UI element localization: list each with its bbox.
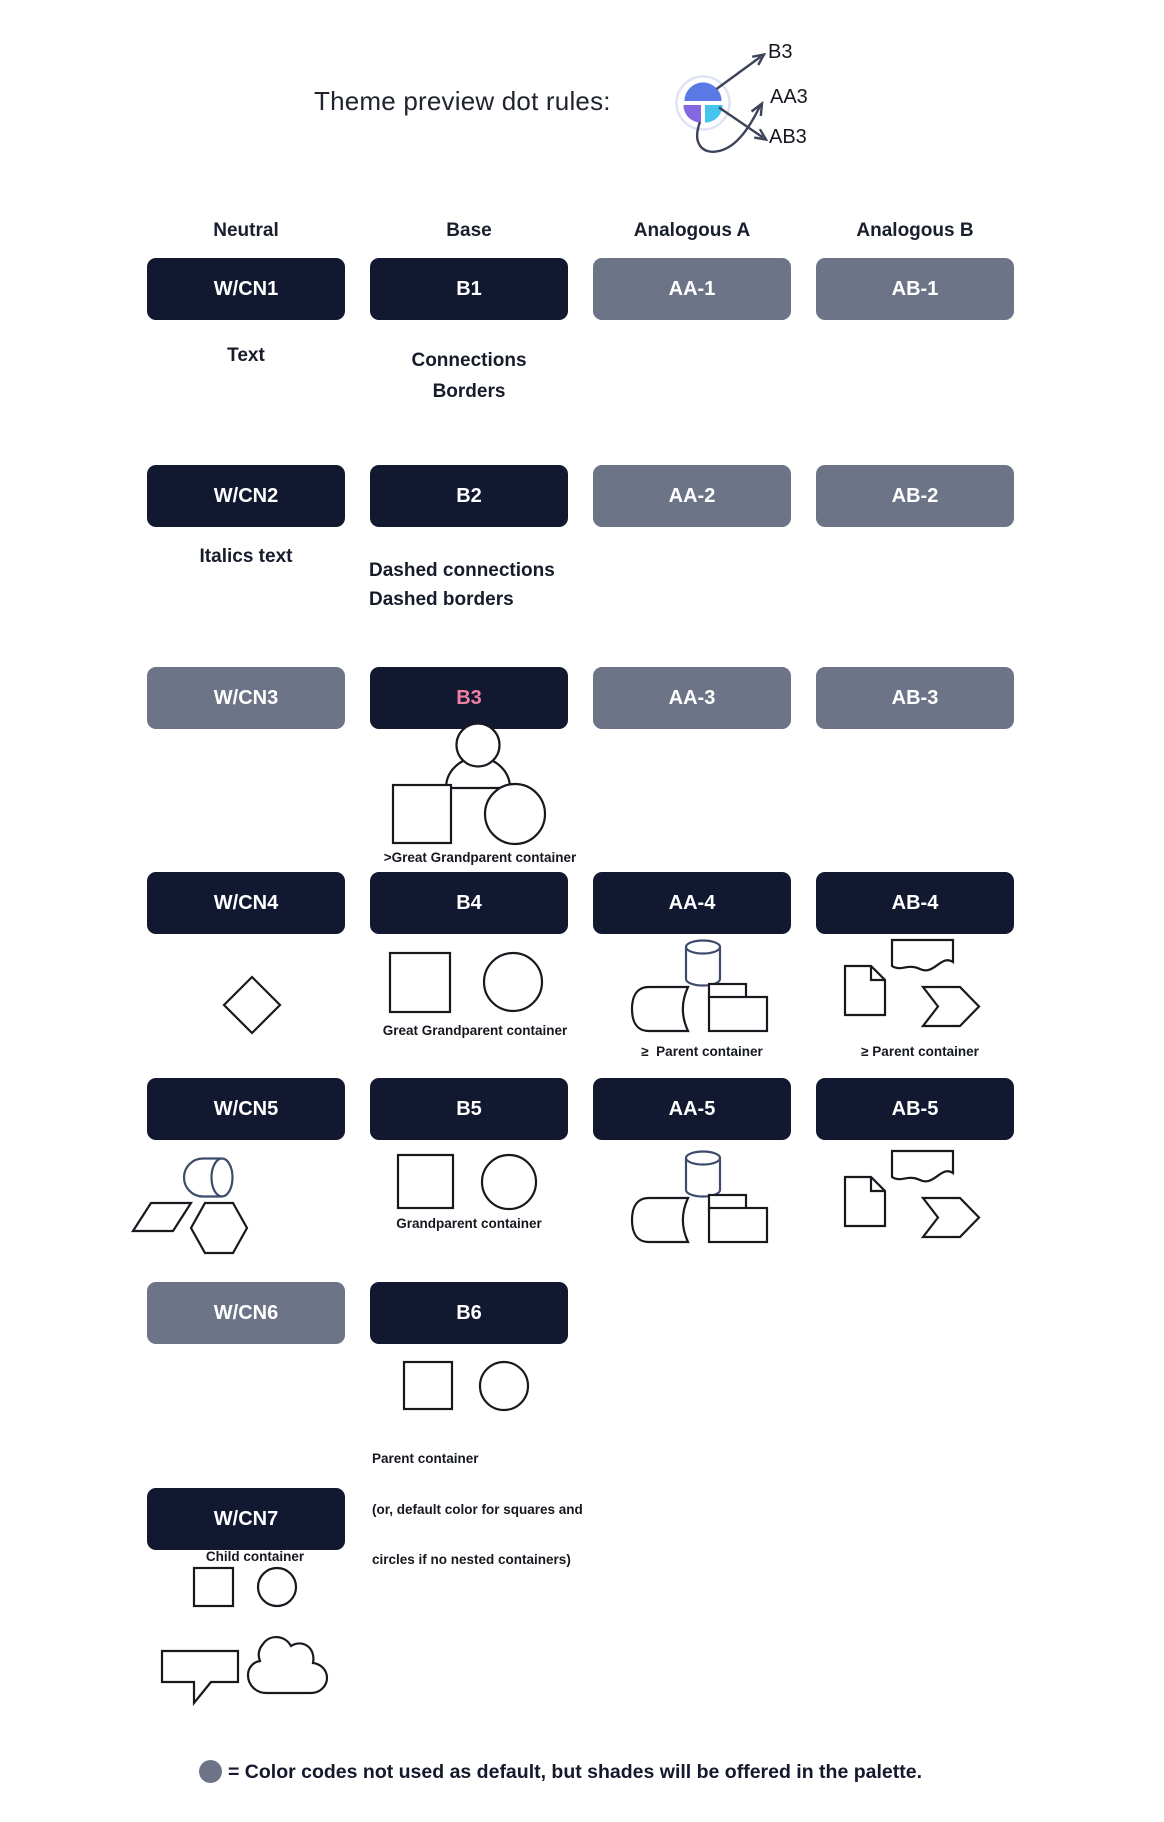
- caption-parent-b6-line3: circles if no nested containers): [372, 1552, 571, 1567]
- swatch-b6[interactable]: B6: [370, 1282, 568, 1344]
- swatch-wcn3[interactable]: W/CN3: [147, 667, 345, 729]
- caption-parent-b6-line2: (or, default color for squares and: [372, 1501, 583, 1517]
- square-circle-b5-icon: [398, 1155, 536, 1209]
- note-dashed: [369, 556, 555, 614]
- caption-child-wcn7: Child container: [205, 1549, 305, 1564]
- note-connections: Connections: [411, 350, 527, 371]
- note-connections-borders: [370, 345, 568, 407]
- callout-label-aa3: AA3: [770, 86, 808, 108]
- speechbubble-cloud-wcn7-icon: [162, 1637, 327, 1703]
- callout-label-ab3: AB3: [769, 126, 807, 148]
- swatch-wcn7[interactable]: W/CN7: [147, 1488, 345, 1550]
- column-header-analogous-a: Analogous A: [633, 220, 751, 241]
- column-header-neutral: Neutral: [213, 220, 279, 241]
- square-circle-b6-icon: [404, 1362, 528, 1410]
- column-header-base: Base: [446, 220, 492, 241]
- swatch-aa4[interactable]: AA-4: [593, 872, 791, 934]
- caption-parent-aa4: ≥ Parent container: [641, 1044, 763, 1059]
- document-wavydoc-chevron-ab5-icon: [845, 1151, 979, 1237]
- dot-arrow-ab3: [719, 108, 766, 140]
- callout-label-b3: B3: [768, 41, 793, 63]
- swatch-ab2[interactable]: AB-2: [816, 465, 1014, 527]
- swatch-ab3[interactable]: AB-3: [816, 667, 1014, 729]
- caption-grandparent-b5: Grandparent container: [396, 1216, 542, 1231]
- swatch-ab1[interactable]: AB-1: [816, 258, 1014, 320]
- note-borders: Borders: [432, 381, 506, 402]
- caption-great-grandparent-b4: Great Grandparent container: [382, 1023, 568, 1038]
- document-wavydoc-chevron-ab4-icon: [845, 940, 979, 1026]
- caption-great-grandparent-b3: >Great Grandparent container: [383, 850, 577, 865]
- swatch-wcn2[interactable]: W/CN2: [147, 465, 345, 527]
- swatch-aa1[interactable]: AA-1: [593, 258, 791, 320]
- note-italics-text: Italics text: [199, 546, 293, 567]
- theme-preview-dot-icon: [677, 77, 730, 130]
- cylinder-parallelogram-hexagon-wcn5-icon: [133, 1159, 247, 1254]
- caption-parent-ab4: ≥ Parent container: [861, 1044, 979, 1059]
- legend-text: = Color codes not used as default, but shades will be offered in the palette.: [228, 1761, 922, 1783]
- swatch-b3[interactable]: B3: [370, 667, 568, 729]
- swatch-aa2[interactable]: AA-2: [593, 465, 791, 527]
- square-circle-b4-icon: [390, 953, 542, 1012]
- caption-parent-b6: [372, 1419, 583, 1601]
- dot-arrow-aa3: [697, 104, 762, 152]
- swatch-b1[interactable]: B1: [370, 258, 568, 320]
- page-title: Theme preview dot rules:: [314, 86, 611, 116]
- swatch-wcn4[interactable]: W/CN4: [147, 872, 345, 934]
- swatch-aa5[interactable]: AA-5: [593, 1078, 791, 1140]
- caption-parent-b6-line1: Parent container: [372, 1451, 479, 1466]
- swatch-ab4[interactable]: AB-4: [816, 872, 1014, 934]
- column-header-analogous-b: Analogous B: [856, 220, 974, 241]
- swatch-wcn5[interactable]: W/CN5: [147, 1078, 345, 1140]
- note-text: Text: [227, 345, 265, 366]
- cylinder-storeddata-folder-aa4-icon: [632, 941, 767, 1032]
- dot-arrow-b3: [717, 55, 765, 90]
- swatch-b4[interactable]: B4: [370, 872, 568, 934]
- swatch-wcn6[interactable]: W/CN6: [147, 1282, 345, 1344]
- person-square-circle-b3-icon: [393, 724, 545, 845]
- square-circle-wcn7-icon: [194, 1568, 296, 1606]
- cylinder-storeddata-folder-aa5-icon: [632, 1152, 767, 1243]
- diamond-wcn4-icon: [224, 977, 280, 1033]
- swatch-aa3[interactable]: AA-3: [593, 667, 791, 729]
- swatch-ab5[interactable]: AB-5: [816, 1078, 1014, 1140]
- swatch-b5[interactable]: B5: [370, 1078, 568, 1140]
- swatch-b2[interactable]: B2: [370, 465, 568, 527]
- swatch-wcn1[interactable]: W/CN1: [147, 258, 345, 320]
- note-dashed-connections: Dashed connections: [369, 560, 555, 581]
- legend-gray-dot-icon: [199, 1760, 222, 1783]
- note-dashed-borders: Dashed borders: [369, 589, 514, 610]
